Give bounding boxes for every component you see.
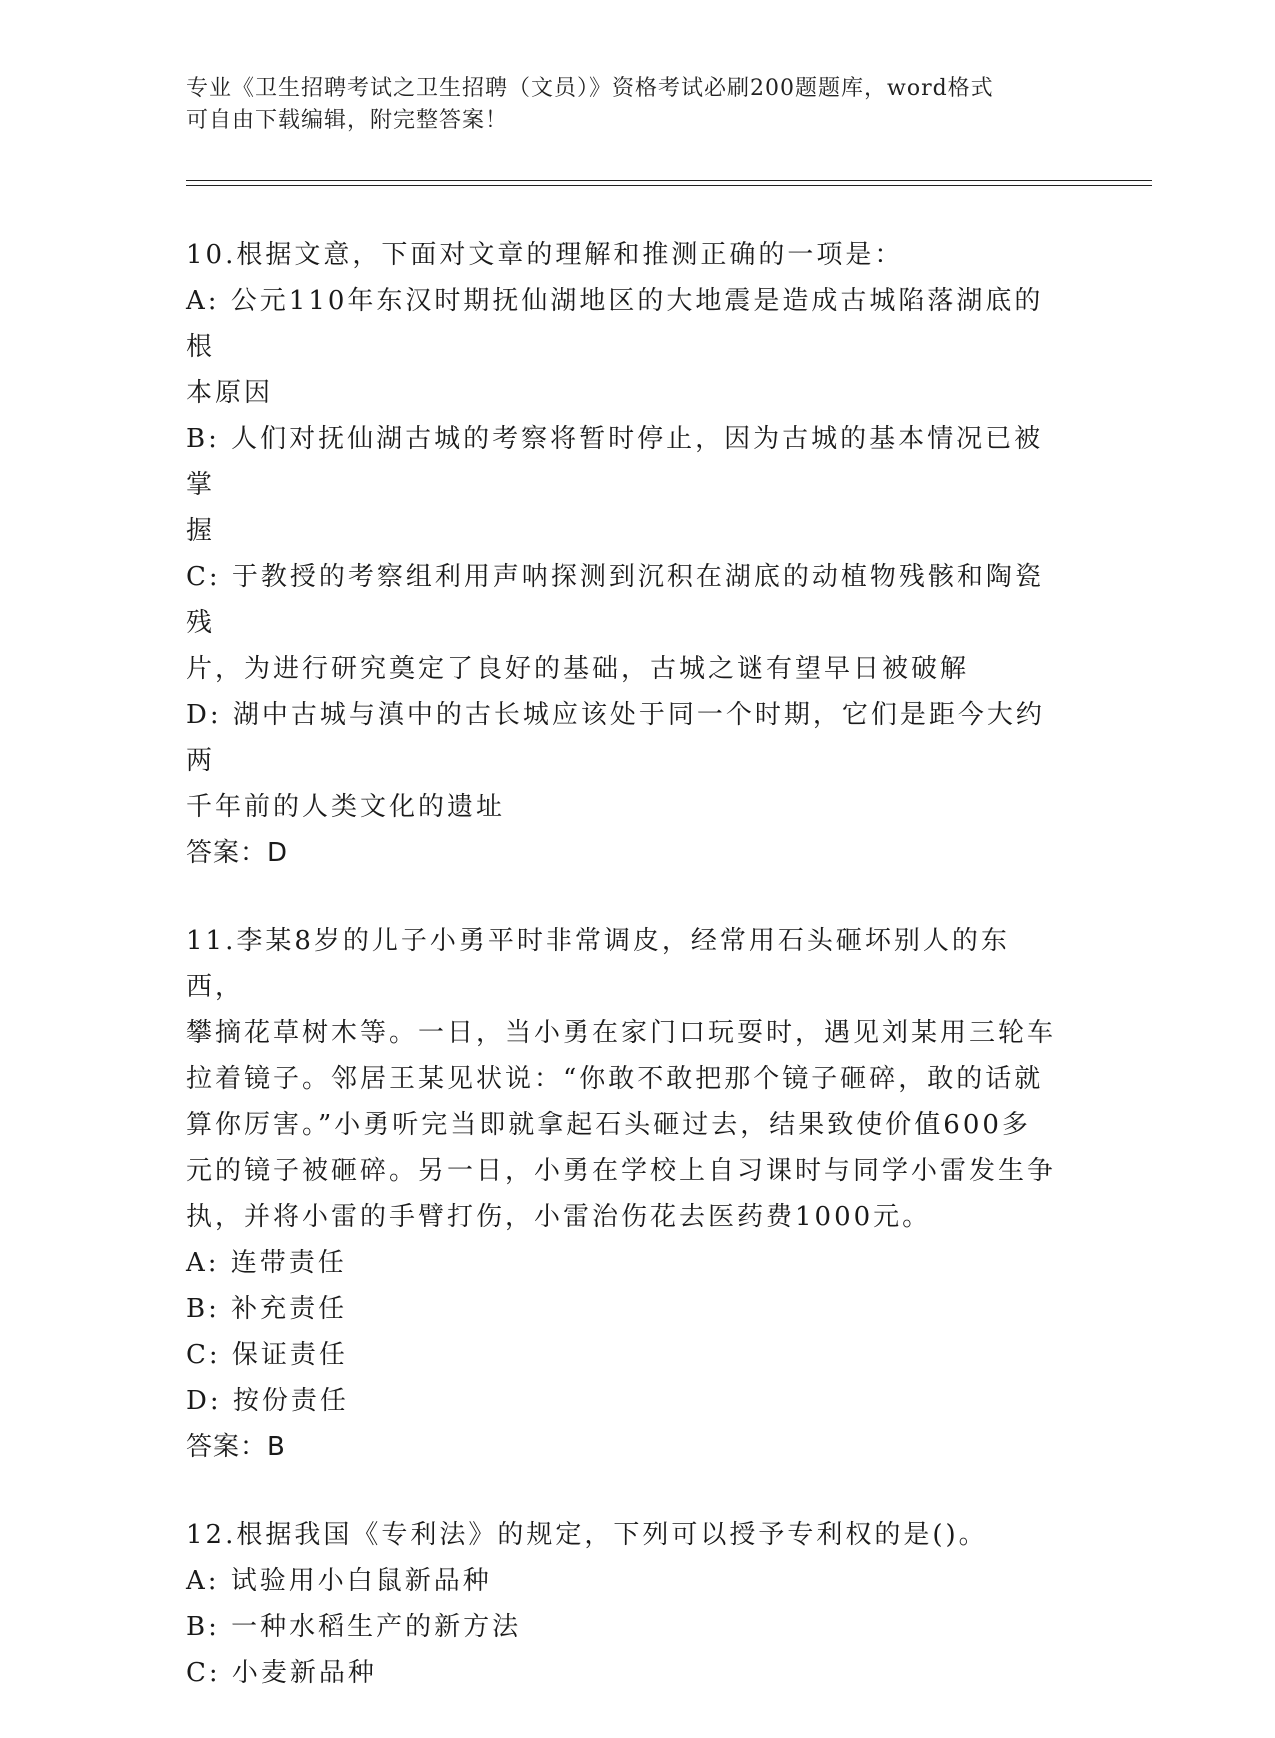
question-stem-continued: 攀摘花草树木等。一日，当小勇在家门口玩耍时，遇见刘某用三轮车 xyxy=(186,1018,1057,1048)
question-stem: 12.根据我国《专利法》的规定，下列可以授予专利权的是()。 xyxy=(186,1520,988,1550)
question-10 xyxy=(186,232,1066,876)
answer: 答案：B xyxy=(186,1432,286,1462)
question-stem: 10.根据文意，下面对文章的理解和推测正确的一项是： xyxy=(186,240,904,270)
option-a: A: 连带责任 xyxy=(186,1248,347,1278)
option-c-continued: 片，为进行研究奠定了良好的基础，古城之谜有望早日被破解 xyxy=(186,654,970,684)
option-c: C: 保证责任 xyxy=(186,1340,348,1370)
option-d-continued: 千年前的人类文化的遗址 xyxy=(186,792,506,822)
question-stem-continued: 算你厉害。”小勇听完当即就拿起石头砸过去，结果致使价值600多 xyxy=(186,1110,1031,1140)
question-stem-continued: 拉着镜子。邻居王某见状说：“你敢不敢把那个镜子砸碎，敢的话就 xyxy=(186,1064,1044,1094)
option-c: C: 小麦新品种 xyxy=(186,1658,377,1688)
question-list xyxy=(186,232,1066,1738)
question-11 xyxy=(186,918,1066,1470)
option-b: B: 补充责任 xyxy=(186,1294,348,1324)
option-c: C: 于教授的考察组利用声呐探测到沉积在湖底的动植物残骸和陶瓷残 xyxy=(186,562,1044,638)
option-b: B: 人们对抚仙湖古城的考察将暂时停止，因为古城的基本情况已被掌 xyxy=(186,424,1044,500)
document-header xyxy=(186,73,1066,137)
option-b: B: 一种水稻生产的新方法 xyxy=(186,1612,522,1642)
option-d: D: 按份责任 xyxy=(186,1386,349,1416)
option-a: A: 公元110年东汉时期抚仙湖地区的大地震是造成古城陷落湖底的根 xyxy=(186,286,1044,362)
header-divider-top xyxy=(186,180,1152,181)
answer: 答案：D xyxy=(186,838,289,868)
option-d: D: 湖中古城与滇中的古长城应该处于同一个时期，它们是距今大约两 xyxy=(186,700,1045,776)
question-stem-continued: 执，并将小雷的手臂打伤，小雷治伤花去医药费1000元。 xyxy=(186,1202,932,1232)
question-stem: 11.李某8岁的儿子小勇平时非常调皮，经常用石头砸坏别人的东西， xyxy=(186,926,1010,1002)
option-a-continued: 本原因 xyxy=(186,378,274,408)
option-b-continued: 握 xyxy=(186,516,216,546)
header-line-2: 可自由下载编辑，附完整答案！ xyxy=(186,108,509,133)
question-stem-continued: 元的镜子被砸碎。另一日，小勇在学校上自习课时与同学小雷发生争 xyxy=(186,1156,1057,1186)
header-divider-bottom xyxy=(186,185,1152,186)
header-line-1: 专业《卫生招聘考试之卫生招聘（文员）》资格考试必刷200题题库，word格式 xyxy=(186,76,994,101)
option-a: A: 试验用小白鼠新品种 xyxy=(186,1566,492,1596)
question-12 xyxy=(186,1512,1066,1696)
